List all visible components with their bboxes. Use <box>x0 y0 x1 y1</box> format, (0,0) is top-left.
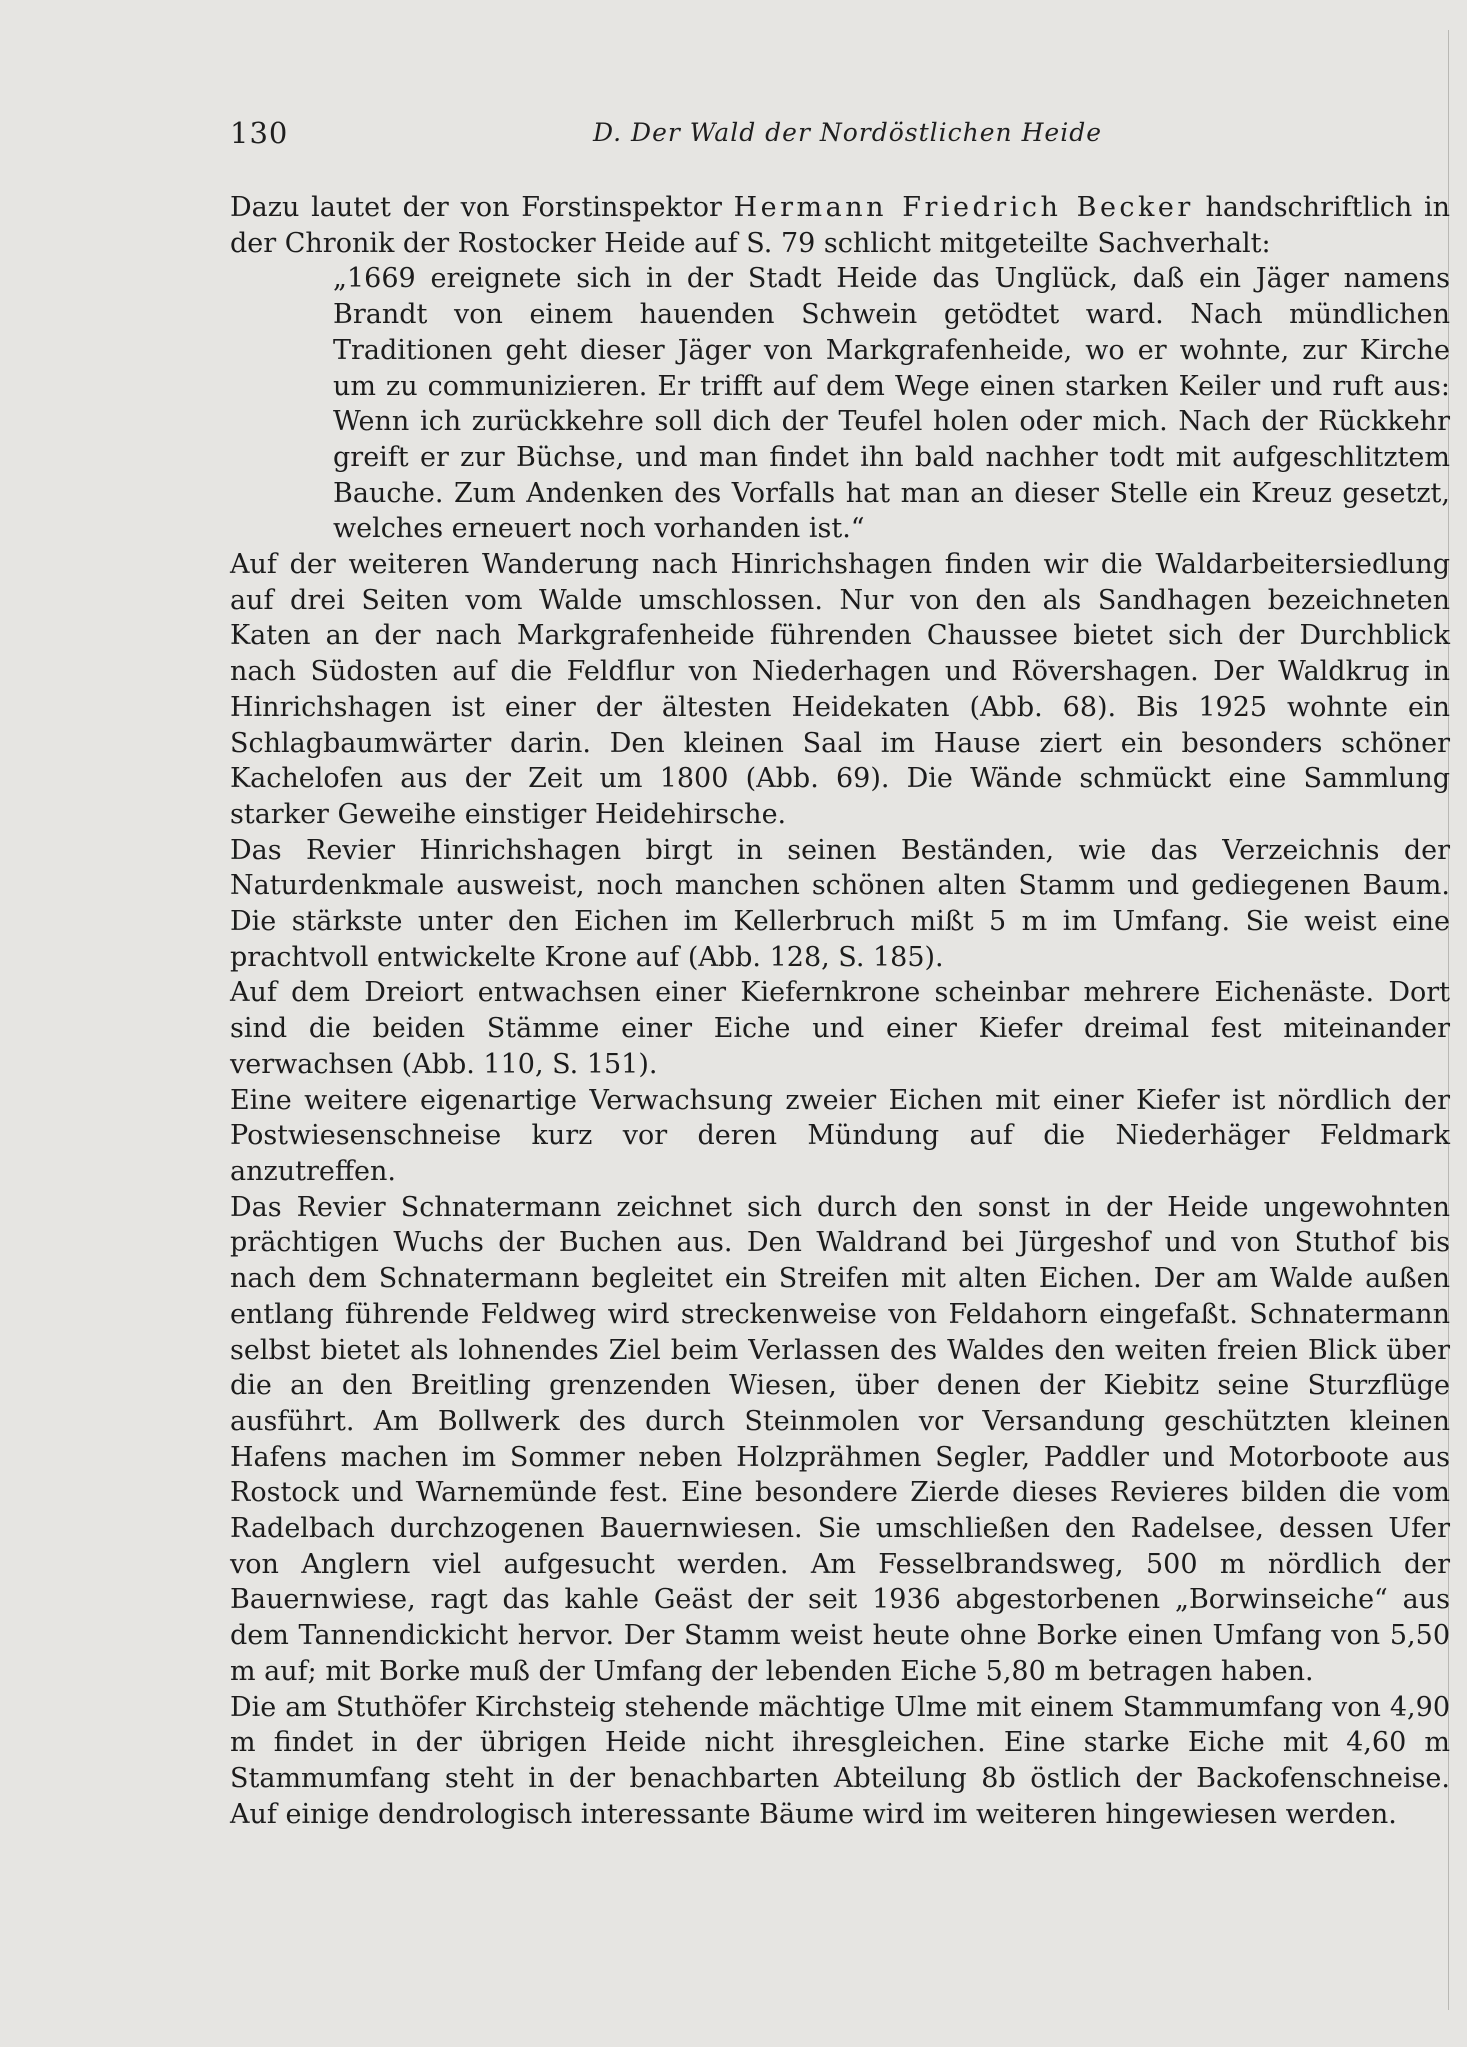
paragraph-revier-hinrichshagen: Das Revier Hinrichshagen birgt in seinen Beständen, wie das Verzeichnis der Naturdenkmale ausweist, noch manchen schönen alten Stamm und gediegenen Baum. Die stärkste unter den Eichen im Kellerbruch mißt 5 m im Umfang. Sie weist eine prachtvoll entwickelte Krone auf (Abb. 128, S. 185). <box>230 834 1450 973</box>
intro-paragraph <box>230 190 1450 261</box>
chronicle-quote: „1669 ereignete sich in der Stadt Heide das Unglück, daß ein Jäger namens Brandt von einem hauenden Schwein getödtet ward. Nach mündlichen Traditionen geht dieser Jäger von Markgrafenheide, wo er wohnte, zur Kirche um zu communizieren. Er trifft auf dem Wege einen starken Keiler und ruft aus: Wenn ich zurückkehre soll dich der Teufel holen oder mich. Nach der Rückkehr greift er zur Büchse, und man findet ihn bald nachher todt mit aufgeschlitztem Bauche. Zum Andenken des Vorfalls hat man an dieser Stelle ein Kreuz gesetzt, welches erneuert noch vorhanden ist.“ <box>333 263 1450 545</box>
author-name: Hermann Friedrich Becker <box>733 192 1194 223</box>
body-text <box>230 190 1450 1832</box>
paragraph-dreiort: Auf dem Dreiort entwachsen einer Kiefernkrone scheinbar mehrere Eichenäste. Dort sind die beiden Stämme einer Eiche und einer Kiefer dreimal fest miteinander verwachsen (Abb. 110, S. 151). <box>230 977 1450 1080</box>
running-head: D. Der Wald der Nordöstlichen Heide <box>593 118 1102 147</box>
paragraph-hinrichshagen: Auf der weiteren Wanderung nach Hinrichshagen finden wir die Waldarbeitersiedlung auf drei Seiten vom Walde umschlossen. Nur von den als Sandhagen bezeichneten Katen an der nach Markgrafenheide führenden Chaussee bietet sich der Durchblick nach Südosten auf die Feldflur von Niederhagen und Rövershagen. Der Waldkrug in Hinrichshagen ist einer der ältesten Heidekaten (Abb. 68). Bis 1925 wohnte ein Schlagbaumwärter darin. Den kleinen Saal im Hause ziert ein besonders schöner Kachelofen aus der Zeit um 1800 (Abb. 69). Die Wände schmückt eine Sammlung starker Geweihe einstiger Heidehirsche. <box>230 549 1450 830</box>
intro-text-before: Dazu lautet der von Forstinspektor <box>230 192 734 223</box>
paragraph-stuthoefer-ulme: Die am Stuthöfer Kirchsteig stehende mächtige Ulme mit einem Stammumfang von 4,90 m findet in der übrigen Heide nicht ihresgleichen. Eine starke Eiche mit 4,60 m Stammumfang steht in der benachbarten Abteilung 8b östlich der Backofenschneise. Auf einige dendrologisch interessante Bäume wird im weiteren hingewiesen werden. <box>230 1691 1450 1830</box>
intro-text-after: handschriftlich in der Chronik der Rostocker Heide auf S. 79 schlicht mitgeteilte Sachverhalt: <box>230 192 1451 259</box>
page-number: 130 <box>230 116 289 150</box>
paragraph-schnatermann: Das Revier Schnatermann zeichnet sich durch den sonst in der Heide ungewohnten prächtigen Wuchs der Buchen aus. Den Waldrand bei Jürgeshof und von Stuthof bis nach dem Schnatermann begleitet ein Streifen mit alten Eichen. Der am Walde außen entlang führende Feldweg wird streckenweise von Feldahorn eingefaßt. Schnatermann selbst bietet als lohnendes Ziel beim Verlassen des Waldes den weiten freien Blick über die an den Breitling grenzenden Wiesen, über denen der Kiebitz seine Sturzflüge ausführt. Am Bollwerk des durch Steinmolen vor Versandung geschützten kleinen Hafens machen im Sommer neben Holzprähmen Segler, Paddler und Motorboote aus Rostock und Warnemünde fest. Eine besondere Zierde dieses Revieres bilden die vom Radelbach durchzogenen Bauernwiesen. Sie umschließen den Radelsee, dessen Ufer von Anglern viel aufgesucht werden. Am Fesselbrandsweg, 500 m nördlich der Bauernwiese, ragt das kahle Geäst der seit 1936 abgestorbenen „Borwinseiche“ aus dem Tannendickicht hervor. Der Stamm weist heute ohne Borke einen Umfang von 5,50 m auf; mit Borke muß der Umfang der lebenden Eiche 5,80 m betragen haben. <box>230 1191 1450 1687</box>
page-header <box>230 116 1450 156</box>
paragraph-verwachsung: Eine weitere eigenartige Verwachsung zweier Eichen mit einer Kiefer ist nördlich der Postwiesenschneise kurz vor deren Mündung auf die Niederhäger Feldmark anzutreffen. <box>230 1084 1450 1187</box>
